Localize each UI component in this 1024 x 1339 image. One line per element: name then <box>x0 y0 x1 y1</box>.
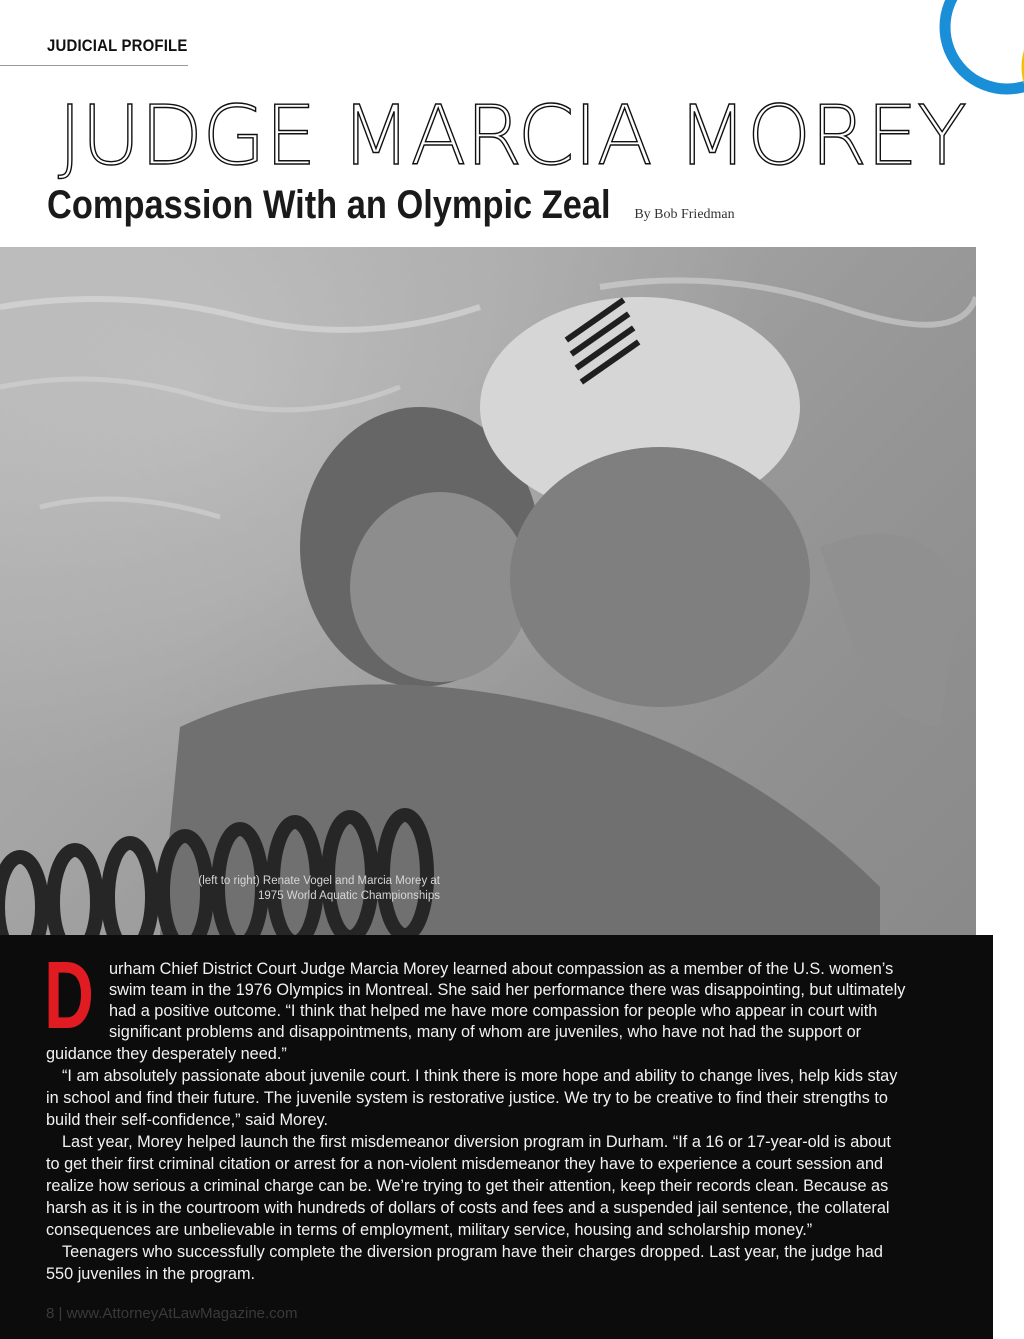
caption-line: (left to right) Renate Vogel and Marcia Morey at <box>198 875 440 887</box>
blue-ring <box>945 0 1024 89</box>
body-line: harsh as it is in the courtroom with hundreds of dollars of costs and fees and a suspended jail sentence, the collateral <box>46 1199 890 1217</box>
body-line: significant problems and disappointments, many of whom are juveniles, who have not had the support or <box>109 1023 862 1041</box>
body-line: realize how serious a criminal charge can be. We’re trying to get their attention, keep their records clean. Because as <box>46 1177 889 1195</box>
body-line: consequences are unbelievable in terms of employment, military service, housing and scholarship money.” <box>46 1221 813 1239</box>
section-label: JUDICIAL PROFILE <box>47 36 188 55</box>
subtitle-row <box>47 183 735 228</box>
drop-cap: D <box>44 942 94 1049</box>
photo-caption <box>150 874 440 904</box>
body-line: urham Chief District Court Judge Marcia Morey learned about compassion as a member of the U.S. women’s <box>109 960 894 978</box>
body-line: Teenagers who successfully complete the diversion program have their charges dropped. Last year, the judge had <box>62 1243 883 1261</box>
body-line: “I am absolutely passionate about juvenile court. I think there is more hope and ability to change lives, help kids stay <box>62 1067 898 1085</box>
caption-line: 1975 World Aquatic Championships <box>258 890 440 902</box>
section-divider <box>0 65 188 66</box>
body-line: 550 juveniles in the program. <box>46 1265 256 1283</box>
body-line: had a positive outcome. “I think that helped me have more compassion for people who appear in court with <box>109 1002 878 1020</box>
olympic-ring-icon <box>932 0 1024 102</box>
page-folio: 8 | www.AttorneyAtLawMagazine.com <box>46 1305 298 1322</box>
body-line: build their self-confidence,” said Morey. <box>46 1111 329 1129</box>
body-line: to get their first criminal citation or arrest for a non-violent misdemeanor they have to experience a court session and <box>46 1155 884 1173</box>
body-line: Last year, Morey helped launch the first misdemeanor diversion program in Durham. “If a 16 or 17-year-old is about <box>62 1133 891 1151</box>
photo-illustration <box>0 247 976 935</box>
body-line: guidance they desperately need.” <box>46 1045 287 1063</box>
body-line: in school and find their future. The juvenile system is restorative justice. We try to be creative to find their strengths to <box>46 1089 888 1107</box>
body-line: swim team in the 1976 Olympics in Montreal. She said her performance there was disappointing, but ultimately <box>109 981 906 999</box>
article-title: JUDGE MARCIA MOREY <box>57 89 967 184</box>
article-subtitle: Compassion With an Olympic Zeal <box>47 183 611 227</box>
hero-photo <box>0 247 976 935</box>
byline: By Bob Friedman <box>634 207 735 222</box>
